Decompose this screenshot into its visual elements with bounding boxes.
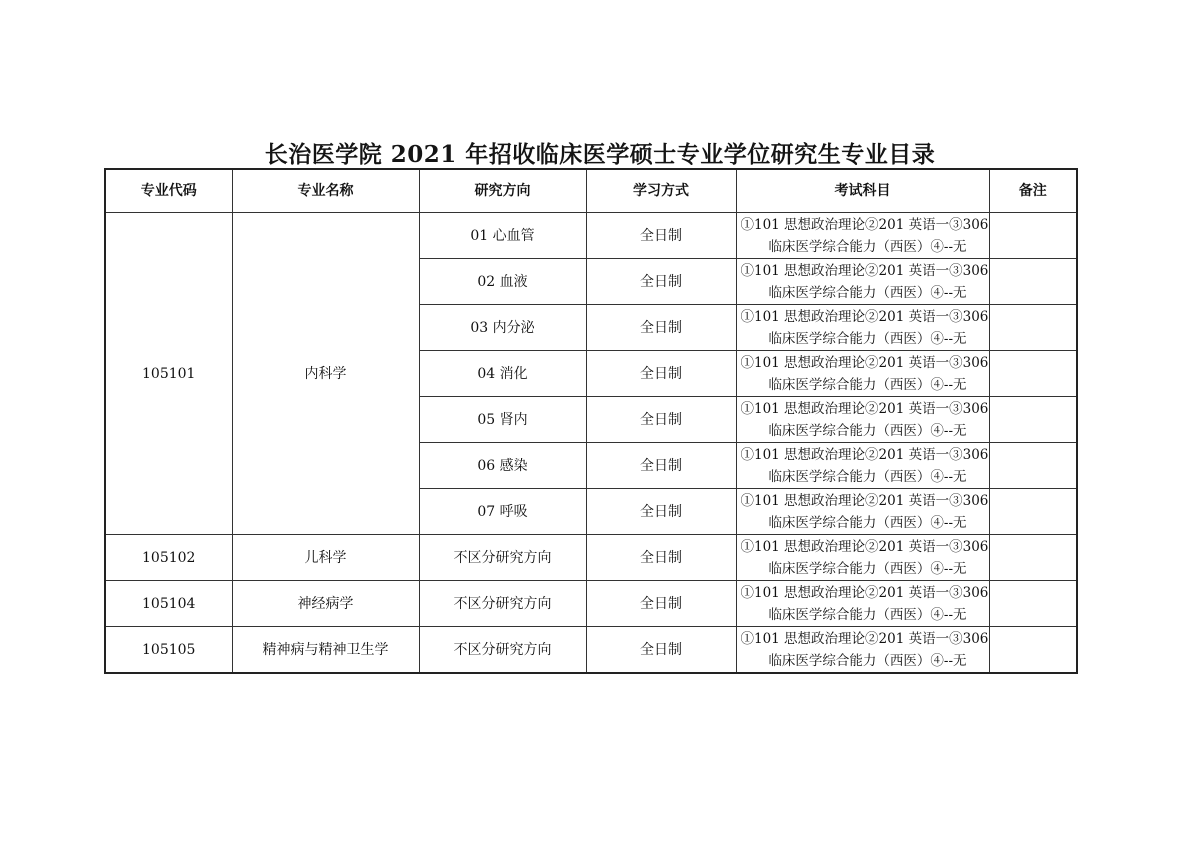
exam-subjects-line-2: 临床医学综合能力（西医）④--无: [768, 468, 967, 485]
exam-subjects-cell: [736, 259, 989, 305]
remarks-cell: [989, 213, 1077, 259]
remarks-cell: [989, 259, 1077, 305]
exam-subjects-line-1: ①101 思想政治理论②201 英语一③306: [740, 630, 989, 647]
exam-subjects-line-2: 临床医学综合能力（西医）④--无: [768, 238, 967, 255]
header-exam-subjects: 考试科目: [736, 169, 989, 213]
exam-subjects-line-2: 临床医学综合能力（西医）④--无: [768, 284, 967, 301]
exam-subjects-line-1: ①101 思想政治理论②201 英语一③306: [740, 584, 989, 601]
research-direction-cell: 不区分研究方向: [419, 627, 586, 674]
exam-subjects-cell: [736, 305, 989, 351]
research-direction-cell: 06 感染: [419, 443, 586, 489]
research-direction-cell: 02 血液: [419, 259, 586, 305]
exam-subjects-line-1: ①101 思想政治理论②201 英语一③306: [740, 308, 989, 325]
exam-subjects-line-2: 临床医学综合能力（西医）④--无: [768, 606, 967, 623]
exam-subjects-line-1: ①101 思想政治理论②201 英语一③306: [740, 354, 989, 371]
remarks-cell: [989, 627, 1077, 674]
major-code-cell: 105102: [105, 535, 232, 581]
exam-subjects-line-2: 临床医学综合能力（西医）④--无: [768, 330, 967, 347]
exam-subjects-line-2: 临床医学综合能力（西医）④--无: [768, 422, 967, 439]
table-row: [105, 581, 1077, 627]
exam-subjects-line-1: ①101 思想政治理论②201 英语一③306: [740, 262, 989, 279]
remarks-cell: [989, 581, 1077, 627]
research-direction-cell: 不区分研究方向: [419, 581, 586, 627]
major-name-cell: 儿科学: [232, 535, 419, 581]
exam-subjects-cell: [736, 535, 989, 581]
header-major-name: 专业名称: [232, 169, 419, 213]
header-research-direction: 研究方向: [419, 169, 586, 213]
exam-subjects-cell: [736, 213, 989, 259]
study-mode-cell: 全日制: [586, 397, 736, 443]
header-study-mode: 学习方式: [586, 169, 736, 213]
research-direction-cell: 03 内分泌: [419, 305, 586, 351]
table-row: [105, 213, 1077, 259]
exam-subjects-cell: [736, 443, 989, 489]
major-name-cell: 内科学: [232, 213, 419, 535]
study-mode-cell: 全日制: [586, 581, 736, 627]
study-mode-cell: 全日制: [586, 351, 736, 397]
table-row: [105, 627, 1077, 674]
exam-subjects-line-2: 临床医学综合能力（西医）④--无: [768, 376, 967, 393]
document-title: 长治医学院 2021 年招收临床医学硕士专业学位研究生专业目录: [264, 141, 936, 168]
major-code-cell: 105104: [105, 581, 232, 627]
study-mode-cell: 全日制: [586, 535, 736, 581]
exam-subjects-cell: [736, 627, 989, 674]
remarks-cell: [989, 305, 1077, 351]
major-code-cell: 105105: [105, 627, 232, 674]
exam-subjects-cell: [736, 581, 989, 627]
remarks-cell: [989, 443, 1077, 489]
study-mode-cell: 全日制: [586, 443, 736, 489]
research-direction-cell: 07 呼吸: [419, 489, 586, 535]
research-direction-cell: 05 肾内: [419, 397, 586, 443]
major-code-cell: 105101: [105, 213, 232, 535]
exam-subjects-line-1: ①101 思想政治理论②201 英语一③306: [740, 538, 989, 555]
exam-subjects-cell: [736, 489, 989, 535]
table-header-row: [105, 169, 1077, 213]
exam-subjects-line-1: ①101 思想政治理论②201 英语一③306: [740, 400, 989, 417]
exam-subjects-line-2: 临床医学综合能力（西医）④--无: [768, 514, 967, 531]
research-direction-cell: 04 消化: [419, 351, 586, 397]
research-direction-cell: 不区分研究方向: [419, 535, 586, 581]
remarks-cell: [989, 489, 1077, 535]
remarks-cell: [989, 397, 1077, 443]
study-mode-cell: 全日制: [586, 213, 736, 259]
table-body: [105, 213, 1077, 674]
research-direction-cell: 01 心血管: [419, 213, 586, 259]
remarks-cell: [989, 535, 1077, 581]
exam-subjects-cell: [736, 397, 989, 443]
study-mode-cell: 全日制: [586, 627, 736, 674]
exam-subjects-line-2: 临床医学综合能力（西医）④--无: [768, 652, 967, 669]
program-catalog-table: [104, 168, 1078, 674]
exam-subjects-cell: [736, 351, 989, 397]
major-name-cell: 神经病学: [232, 581, 419, 627]
remarks-cell: [989, 351, 1077, 397]
exam-subjects-line-1: ①101 思想政治理论②201 英语一③306: [740, 446, 989, 463]
study-mode-cell: 全日制: [586, 259, 736, 305]
exam-subjects-line-2: 临床医学综合能力（西医）④--无: [768, 560, 967, 577]
exam-subjects-line-1: ①101 思想政治理论②201 英语一③306: [740, 216, 989, 233]
study-mode-cell: 全日制: [586, 305, 736, 351]
header-remarks: 备注: [989, 169, 1077, 213]
exam-subjects-line-1: ①101 思想政治理论②201 英语一③306: [740, 492, 989, 509]
header-major-code: 专业代码: [105, 169, 232, 213]
study-mode-cell: 全日制: [586, 489, 736, 535]
major-name-cell: 精神病与精神卫生学: [232, 627, 419, 674]
table-row: [105, 535, 1077, 581]
